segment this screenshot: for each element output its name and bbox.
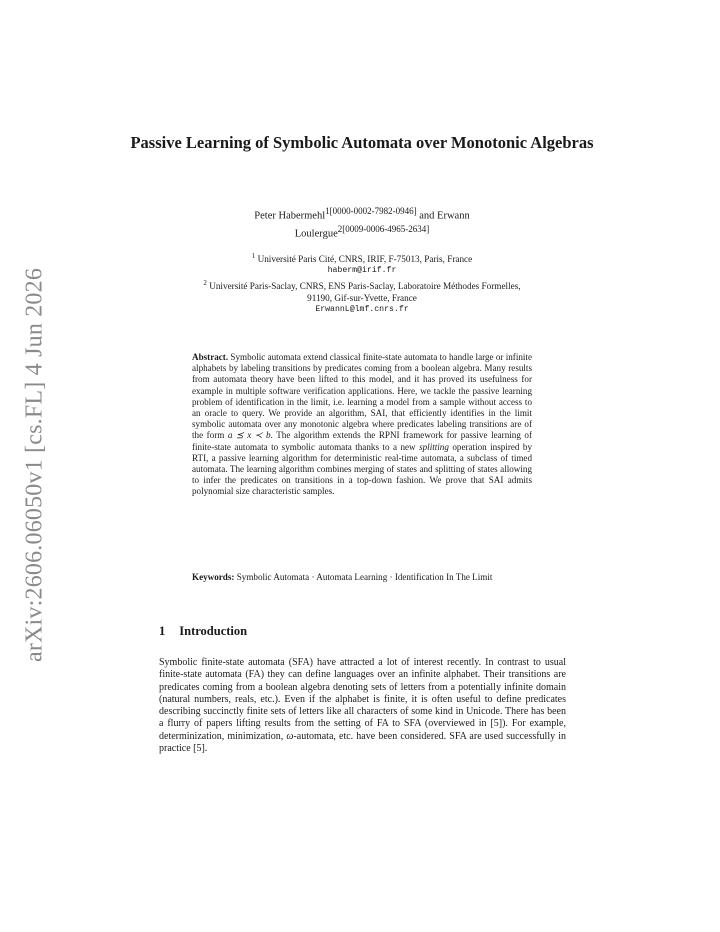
abstract-text-2: . The algorithm extends the RPNI framework for passive learning of finite-state automata to symbolic automata thanks to a new [192, 430, 532, 452]
aff2-email[interactable]: ErwannL@lmf.cnrs.fr [315, 305, 409, 315]
intro-text-2: -automata, etc. have been considered. SFA are used successfully in practice [5]. [159, 730, 567, 755]
author-block [160, 205, 564, 240]
abstract-formula: a ⪯ x ≺ b [227, 430, 271, 441]
arxiv-identifier[interactable]: arXiv:2606.06050v1 [cs.FL] 4 Jun 2026 [21, 267, 48, 663]
abstract [192, 352, 532, 498]
aff1-marker: 1 [251, 252, 256, 260]
affiliation-2 [150, 277, 574, 292]
keywords-text: Symbolic Automata · Automata Learning · Identification In The Limit [236, 572, 493, 582]
intro-paragraph [159, 657, 566, 755]
aff1-text: Université Paris Cité, CNRS, IRIF, F-75013, Paris, France [257, 254, 473, 265]
keywords-label: Keywords: [192, 572, 235, 582]
section-title: Introduction [179, 624, 248, 638]
abstract-label: Abstract. [192, 352, 229, 362]
abstract-italic-word: splitting [419, 441, 449, 452]
aff2-text: Université Paris-Saclay, CNRS, ENS Paris-Saclay, Laboratoire Méthodes Formelles, [209, 281, 521, 292]
intro-text-1: Symbolic finite-state automata (SFA) have attracted a lot of interest recently. In contrast to usual finite-state automata (FA) they can define languages over an infinite alphabet. Their transitions are predicates coming from a boolean algebra denoting sets of letters from a potentially infinite domain (natural numbers, reals, etc.). Even if the alphabet is finite, it is often useful to define predicates describing succinctly finite sets of letters like all characters of some kind in Unicode. There has been a flurry of papers lifting results from the setting of FA to SFA (overviewed in [5]). For example, determinization, minimization, [159, 657, 566, 742]
aff2-marker: 2 [203, 279, 207, 288]
aff1-email[interactable]: haberm@irif.fr [327, 266, 397, 276]
aff2-text-line2: 91190, Gif-sur-Yvette, France [307, 293, 417, 304]
abstract-text-3: operation inspired by RTI, a passive learning algorithm for deterministic real-time automata, a subclass of timed automata. The learning algorithm combines merging of states and splitting of states allowing to infer the predicates on transitions in a top-down fashion. We prove that SAI admits polynomial size characteristic samples. [192, 441, 533, 497]
intro-omega: ω [286, 730, 294, 742]
author-joiner: and Erwann [419, 210, 470, 222]
paper-title: Passive Learning of Symbolic Automata over Monotonic Algebras [130, 133, 594, 152]
author2-orcid[interactable]: 2[0009-0006-4965-2634] [337, 223, 430, 234]
keywords [192, 572, 532, 583]
author2-name: Loulergue [294, 228, 338, 239]
author1-orcid[interactable]: 1[0000-0002-7982-0946] [325, 206, 417, 216]
author1-name: Peter Habermehl [254, 210, 326, 222]
section-number: 1 [159, 624, 166, 638]
affiliations [150, 250, 574, 316]
abstract-text-1: Symbolic automata extend classical finite-state automata to handle large or infinite alphabets by labeling transitions by predicates coming from a boolean algebra. Many results from automata theory have been lifted to this model, and it has proved its usefulness for example in multiple software verification applications. Here, we tackle the passive learning problem of identification in the limit, i.e. learning a model from a sample without access to an oracle to query. We provide an algorithm, SAI, that efficiently identifies in the limit symbolic automata over any monotonic algebra where predicates labeling transitions are of the form [192, 352, 532, 441]
affiliation-1 [150, 250, 574, 265]
section-heading [159, 624, 247, 639]
